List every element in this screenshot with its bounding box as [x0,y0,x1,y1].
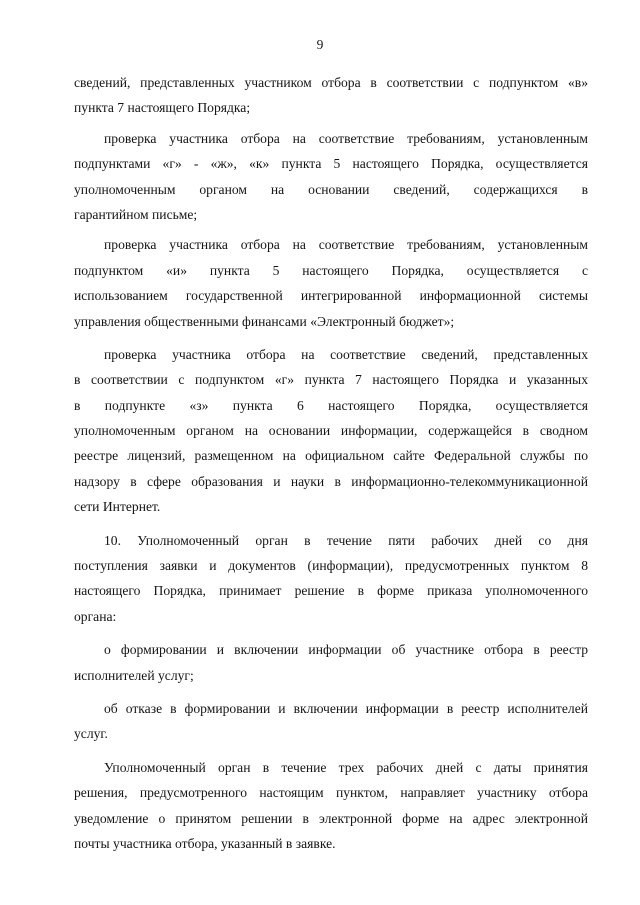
text-line: уполномоченным органом на основании сведений, содержащихся в [74,181,588,197]
paragraph [74,232,588,334]
text-line: об отказе в формировании и включении информации в реестр исполнителей [104,700,588,716]
text-line: Уполномоченный орган в течение трех рабочих дней с даты принятия [104,759,588,775]
text-line: пункта 7 настоящего Порядка; [74,100,251,116]
text-line: уведомление о принятом решении в электронной форме на адрес электронной [74,810,588,826]
text-line: услуг. [74,726,108,742]
text-line: надзору в сфере образования и науки в информационно-телекоммуникационной [74,473,588,489]
text-line: почты участника отбора, указанный в заявке. [74,835,336,851]
text-line: сети Интернет. [74,499,161,515]
paragraph [74,126,588,228]
text-line: в соответствии с подпунктом «г» пункта 7 настоящего Порядка и указанных [74,372,588,388]
text-line: гарантийном письме; [74,206,198,222]
document-body [74,70,588,856]
text-line: проверка участника отбора на соответствие требованиям, установленным [104,130,588,146]
text-line: подпунктами «г» - «ж», «к» пункта 5 настоящего Порядка, осуществляется [74,156,588,172]
paragraph [74,755,588,857]
text-line: проверка участника отбора на соответствие сведений, представленных [104,346,588,362]
text-line: решения, предусмотренного настоящим пунктом, направляет участнику отбора [74,785,588,801]
text-line: органа: [74,608,117,624]
text-line: проверка участника отбора на соответствие требованиям, установленным [104,237,588,253]
paragraph [74,696,588,747]
text-line: о формировании и включении информации об участнике отбора в реестр [104,642,588,658]
paragraph [74,528,588,630]
text-line: уполномоченным органом на основании информации, содержащейся в сводном [74,423,588,439]
text-line: в подпункте «з» пункта 6 настоящего Порядка, осуществляется [74,397,588,413]
text-line: реестре лицензий, размещенном на официальном сайте Федеральной службы по [74,448,588,464]
text-line: использованием государственной интегрированной информационной системы [74,288,588,304]
text-line: подпунктом «и» пункта 5 настоящего Порядка, осуществляется с [74,262,588,278]
text-line: управления общественными финансами «Электронный бюджет»; [74,313,455,329]
text-line: сведений, представленных участником отбора в соответствии с подпунктом «в» [74,75,588,90]
text-line: 10. Уполномоченный орган в течение пяти рабочих дней со дня [104,532,588,548]
paragraph [74,70,588,121]
text-line: настоящего Порядка, принимает решение в форме приказа уполномоченного [74,583,588,599]
text-line: исполнителей услуг; [74,667,194,683]
text-line: поступления заявки и документов (информации), предусмотренных пунктом 8 [74,558,588,574]
paragraph [74,342,588,520]
page-number: 9 [316,37,324,52]
paragraph [74,637,588,688]
